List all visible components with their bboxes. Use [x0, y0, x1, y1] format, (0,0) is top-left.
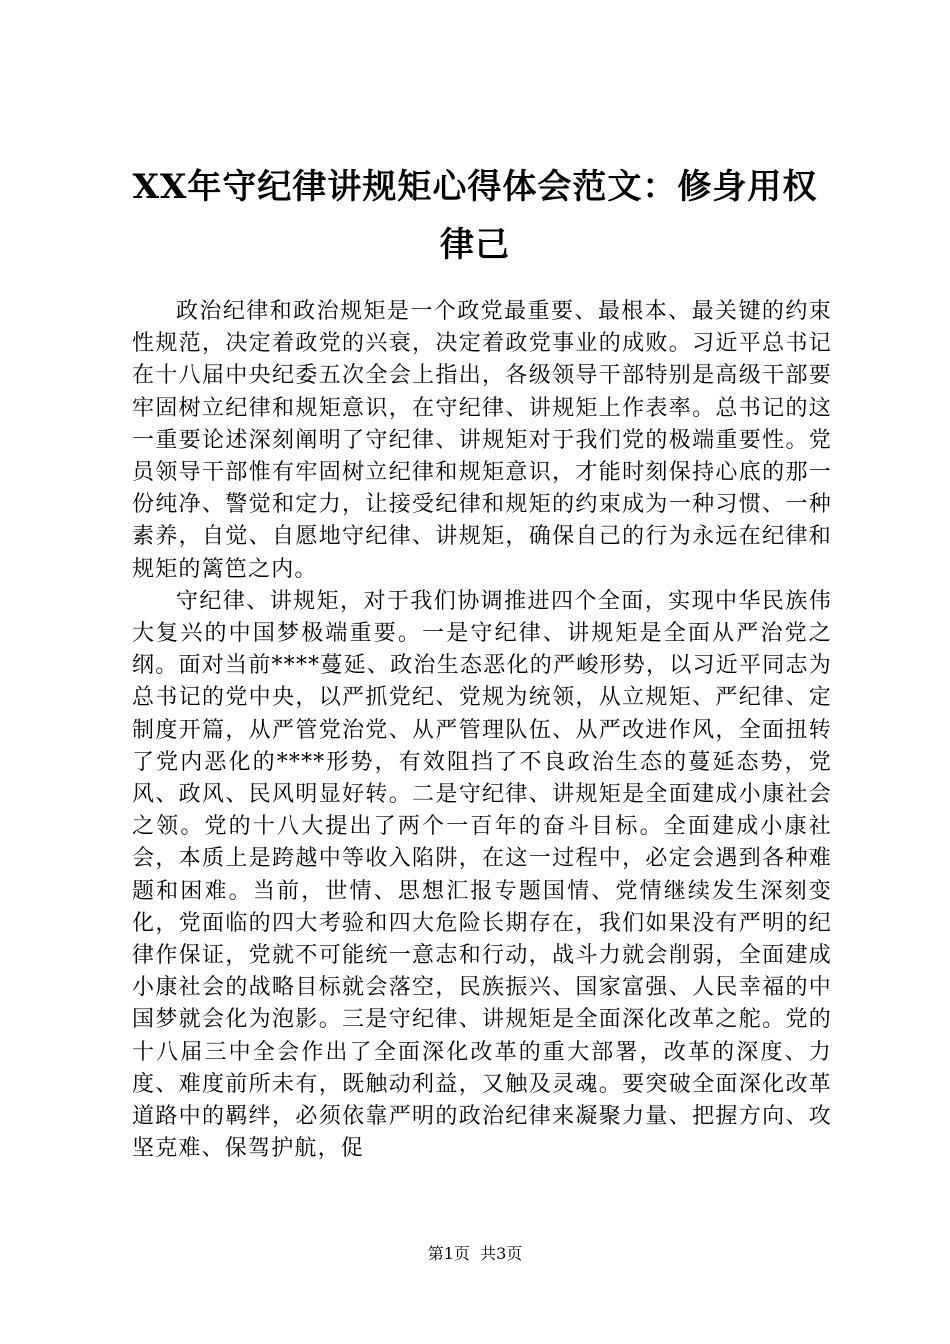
- page-number-footer: 第1页 共3页: [427, 1244, 523, 1263]
- body-paragraph-1: 政治纪律和政治规矩是一个政党最重要、最根本、最关键的约束性规范，决定着政党的兴衰，决定着政党事业的成败。习近平总书记在十八届中央纪委五次全会上指出，各级领导干部特别是高级干部要牢固树立纪律和规矩意识，在守纪律、讲规矩上作表率。总书记的这一重要论述深刻阐明了守纪律、讲规矩对于我们党的极端重要性。党员领导干部惟有牢固树立纪律和规矩意识，才能时刻保持心底的那一份纯净、警觉和定力，让接受纪律和规矩的约束成为一种习惯、一种素养，自觉、自愿地守纪律、讲规矩，确保自己的行为永远在纪律和规矩的篱笆之内。: [132, 299, 832, 582]
- document-body: [132, 296, 832, 1165]
- body-paragraph-2: 守纪律、讲规矩，对于我们协调推进四个全面，实现中华民族伟大复兴的中国梦极端重要。一是守纪律、讲规矩是全面从严治党之纲。面对当前****蔓延、政治生态恶化的严峻形势，以习近平同志为总书记的党中央，以严抓党纪、党规为统领，从立规矩、严纪律、定制度开篇，从严管党治党、从严管理队伍、从严改进作风，全面扭转了党内恶化的****形势，有效阻挡了不良政治生态的蔓延态势，党风、政风、民风明显好转。二是守纪律、讲规矩是全面建成小康社会之领。党的十八大提出了两个一百年的奋斗目标。全面建成小康社会，本质上是跨越中等收入陷阱，在这一过程中，必定会遇到各种难题和困难。当前，世情、思想汇报专题国情、党情继续发生深刻变化，党面临的四大考验和四大危险长期存在，我们如果没有严明的纪律作保证，党就不可能统一意志和行动，战斗力就会削弱，全面建成小康社会的战略目标就会落空，民族振兴、国家富强、人民幸福的中国梦就会化为泡影。三是守纪律、讲规矩是全面深化改革之舵。党的十八届三中全会作出了全面深化改革的重大部署，改革的深度、力度、难度前所未有，既触动利益，又触及灵魂。要突破全面深化改革道路中的羁绊，必须依靠严明的政治纪律来凝聚力量、把握方向、攻坚克难、保驾护航，促: [132, 588, 832, 1162]
- document-title-line-2: 律己: [440, 225, 510, 265]
- document-title-line-1: XX年守纪律讲规矩心得体会范文：修身用权: [132, 167, 818, 207]
- document-title: [120, 158, 830, 274]
